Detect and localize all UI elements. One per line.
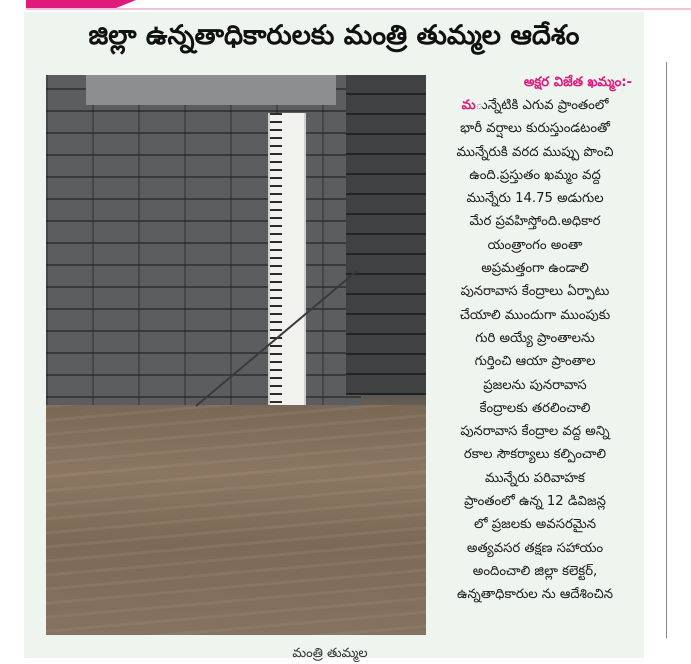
column-divider	[666, 62, 667, 638]
body-line: గురి అయ్యే ప్రాంతాలను	[475, 330, 595, 346]
drop-cap: మ	[461, 98, 476, 113]
headline: జిల్లా ఉన్నతాధికారులకు మంత్రి తుమ్మల ఆదేశం	[88, 20, 580, 51]
bridge-pillar-right	[346, 75, 426, 395]
body-line: ప్రాంతంలో ఉన్న 12 డివిజన్ల	[464, 494, 606, 510]
body-line-first-rest: ున్నేటికి ఎగువ ప్రాంతంలో	[475, 98, 609, 113]
body-line: మున్నేరు 14.75 అడుగుల	[466, 191, 604, 207]
body-line: మున్నేరుకి వరద ముప్పు పొంచి	[456, 144, 614, 160]
flood-photo	[46, 75, 426, 635]
byline: అక్షర విజేత ఖమ్మం:-	[523, 75, 632, 90]
body-line: మేర ప్రవహిస్తోంది.అధికార	[469, 214, 601, 230]
body-line: అత్యవసర తక్షణ సహాయం	[466, 540, 604, 556]
body-line: భారీ వర్షాలు కురుస్తుండటంతో	[460, 121, 610, 137]
body-line: అప్రమత్తంగా ఉండాలి	[481, 261, 589, 277]
body-line: కేంద్రాలకు తరలించాలి	[479, 400, 591, 416]
article-text-column	[432, 72, 638, 607]
section-rule	[26, 8, 691, 10]
body-line: అందించాలి జిల్లా కలెక్టర్,	[472, 563, 598, 579]
body-line: లో ప్రజలకు అవసరమైన	[474, 517, 596, 533]
body-line: గుర్తించి ఆయా ప్రాంతాల	[474, 354, 596, 370]
body-line: మున్నేరు పరివాహక	[485, 470, 585, 486]
water-level-gauge	[268, 113, 306, 413]
body-line: ఉంది.ప్రస్తుతం ఖమ్మం వద్ద	[469, 167, 601, 183]
article-body	[432, 117, 638, 606]
bridge-pillar	[46, 75, 361, 420]
body-line: చేయాలి ముందుగా ముంపుకు	[459, 307, 611, 323]
body-line: పునరావాస కేంద్రాల వద్ద అన్ని	[460, 424, 610, 440]
pillar-cap	[86, 75, 336, 105]
body-line: పునరావాస కేంద్రాలు ఏర్పాటు	[460, 284, 610, 300]
body-line: యంత్రాంగం అంతా	[487, 237, 583, 253]
flood-water	[46, 405, 426, 635]
body-line: రకాల సౌకర్యాలు కల్పించాలి	[463, 447, 607, 463]
section-tab	[26, 0, 116, 8]
body-line-first	[432, 94, 638, 117]
photo-caption: మంత్రి తుమ్మల	[292, 646, 368, 661]
body-line: ఉన్నతాధికారుల ను ఆదేశించిన	[457, 587, 613, 603]
body-line: ప్రజలను పునరావాస	[483, 377, 587, 393]
